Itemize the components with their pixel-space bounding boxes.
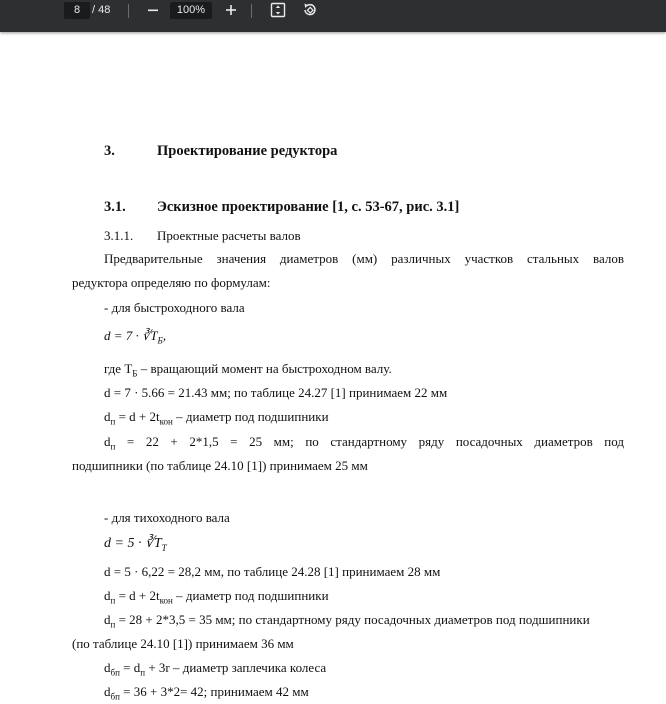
definition-rest: – вращающий момент на быстроходном валу. <box>137 361 392 376</box>
calc-bearing-line <box>104 612 590 630</box>
minus-icon <box>147 4 159 16</box>
fit-page-button[interactable] <box>268 1 288 19</box>
text: d <box>104 434 111 449</box>
slow-shaft-label: - для тихоходного вала <box>104 510 230 525</box>
definition-line <box>104 361 392 379</box>
section-title: Проектные расчеты валов <box>157 228 301 243</box>
sub: бп <box>110 667 120 678</box>
section-number: 3.1.1. <box>104 228 134 243</box>
sub: кон <box>159 416 173 427</box>
sub: п <box>110 595 116 606</box>
document-page <box>0 32 666 704</box>
formula-sub: T <box>161 542 167 553</box>
rotate-icon <box>302 2 318 18</box>
sub: п <box>110 441 116 452</box>
text: = d + 2t <box>115 409 160 424</box>
text: d <box>104 684 111 699</box>
text: = d <box>119 660 141 675</box>
subheading-number: 3.1. <box>104 199 126 215</box>
page-total: / 48 <box>92 4 111 16</box>
paragraph-line: Предварительные значения диаметров (мм) различных участков стальных валов <box>104 251 624 266</box>
paragraph-line: подшипники (по таблице 24.10 [1]) принимаем 25 мм <box>72 458 368 473</box>
text: = 36 + 3*2= 42; принимаем 42 мм <box>119 684 309 699</box>
formula-slow-shaft <box>104 535 167 553</box>
zoom-in-button[interactable] <box>221 1 241 19</box>
zoom-out-button[interactable] <box>143 1 163 19</box>
heading-number: 3. <box>104 143 115 159</box>
formula-end: , <box>162 328 167 343</box>
subheading-title: Эскизное проектирование [1, с. 53-67, рис. 3.1] <box>157 199 460 215</box>
text: d <box>104 409 111 424</box>
sub: п <box>110 416 116 427</box>
calc-line: d = 7 · 5.66 = 21.43 мм; по таблице 24.27 [1] принимаем 22 мм <box>104 385 448 400</box>
rotate-button[interactable] <box>300 1 320 19</box>
fast-shaft-label: - для быстроходного вала <box>104 300 245 315</box>
paragraph-line: (по таблице 24.10 [1]) принимаем 36 мм <box>72 636 294 651</box>
plus-icon <box>225 4 237 16</box>
pdf-toolbar <box>0 0 666 32</box>
text: d <box>104 588 111 603</box>
sub: кон <box>159 595 173 606</box>
calc-bearing-line <box>104 434 624 452</box>
page-number-input[interactable]: 8 <box>64 2 90 19</box>
heading-title: Проектирование редуктора <box>157 143 338 159</box>
formula-text: d = 5 · ∛T <box>104 536 162 551</box>
zoom-input[interactable]: 100% <box>170 2 212 19</box>
calc-line: d = 5 · 6,22 = 28,2 мм, по таблице 24.28 [1] принимаем 28 мм <box>104 564 441 579</box>
text: = d + 2t <box>115 588 160 603</box>
formula-bearing-line <box>104 409 329 427</box>
text: = 28 + 2*3,5 = 35 мм; по стандартному ряду посадочных диаметров под подшипники <box>115 612 590 627</box>
definition-sub: Б <box>132 368 138 379</box>
calc-shoulder-line <box>104 684 309 702</box>
toolbar-divider <box>128 4 129 18</box>
formula-sub: Б <box>157 335 163 346</box>
formula-shoulder-line <box>104 660 326 678</box>
formula-text: d = 7 · ∛T <box>104 328 158 343</box>
paragraph-line: редуктора определяю по формулам: <box>72 275 271 290</box>
formula-bearing-line <box>104 588 329 606</box>
text: – диаметр под подшипники <box>172 588 329 603</box>
text: d <box>104 660 111 675</box>
formula-fast-shaft <box>104 328 166 346</box>
text: – диаметр под подшипники <box>172 409 329 424</box>
sub: бп <box>110 691 120 702</box>
text: = 22 + 2*1,5 = 25 мм; по стандартному ряду посадочных диаметров под <box>115 434 624 449</box>
fit-page-icon <box>270 2 286 18</box>
sub: п <box>140 667 146 678</box>
text: d <box>104 612 111 627</box>
toolbar-divider <box>251 4 252 18</box>
definition-text: где T <box>104 361 133 376</box>
sub: п <box>110 619 116 630</box>
text: + 3r – диаметр заплечика колеса <box>145 660 327 675</box>
